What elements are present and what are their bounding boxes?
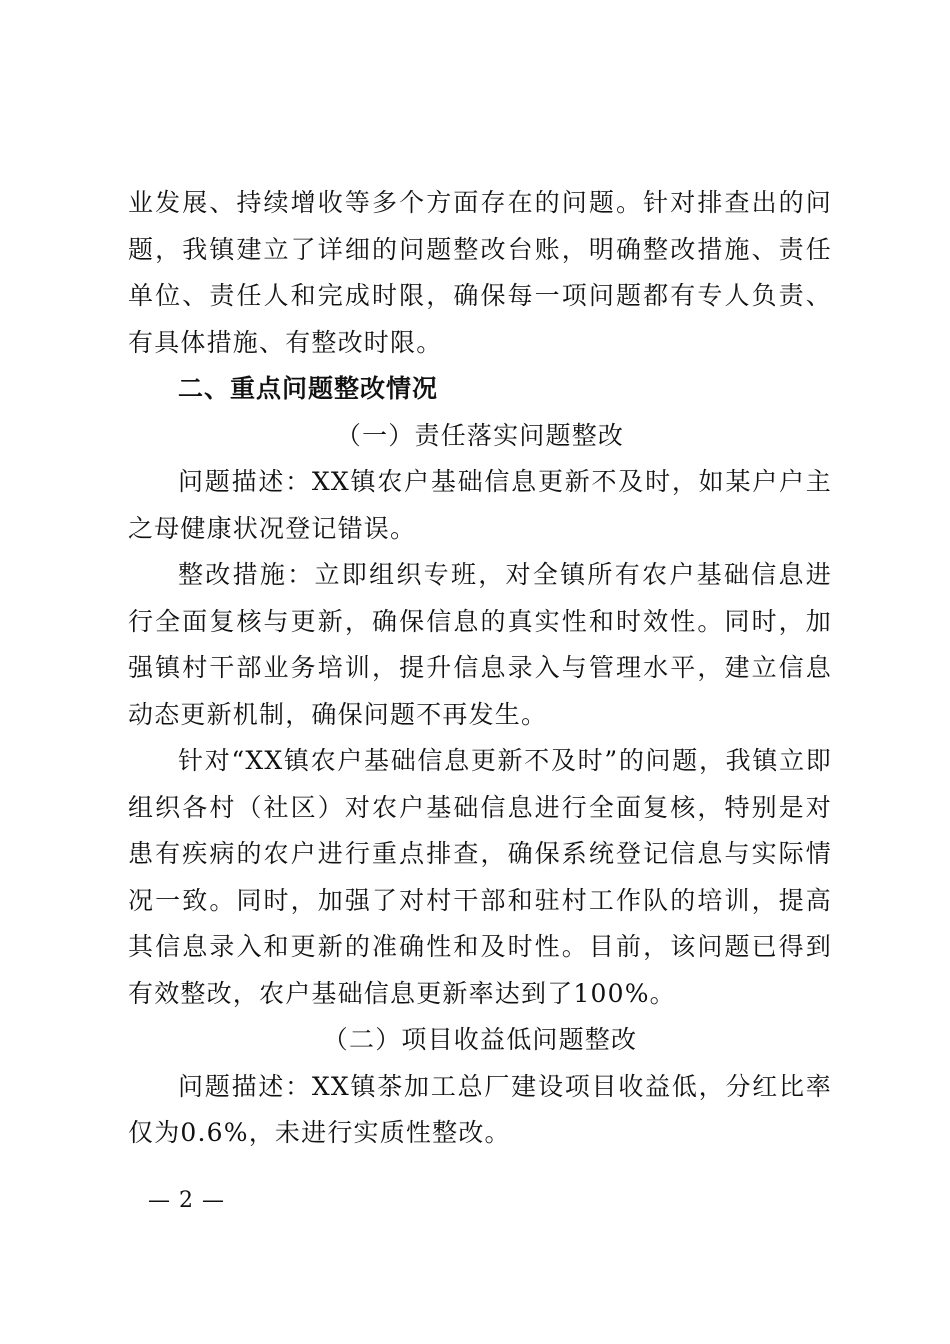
paragraph-rectification-detail: 针对“XX镇农户基础信息更新不及时”的问题，我镇立即组织各村（社区）对农户基础信息进行全面复核，特别是对患有疾病的农户进行重点排查，确保系统登记信息与实际情况一致。同时，加强了对村干部和驻村工作队的培训，提高其信息录入和更新的准确性和及时性。目前，该问题已得到有效整改，农户基础信息更新率达到了100%。 xyxy=(128,746,832,1008)
paragraph-problem-description-2: 问题描述：XX镇茶加工总厂建设项目收益低，分红比率仅为0.6%，未进行实质性整改。 xyxy=(128,1071,832,1147)
page-number: — 2 — xyxy=(148,1188,225,1213)
section-heading-2: 二、重点问题整改情况 xyxy=(178,374,439,403)
paragraph-problem-description-1: 问题描述：XX镇农户基础信息更新不及时，如某户户主之母健康状况登记错误。 xyxy=(128,467,832,543)
subsection-heading-1: （一）责任落实问题整改 xyxy=(335,420,625,450)
paragraph-rectification-measures: 整改措施：立即组织专班，对全镇所有农户基础信息进行全面复核与更新，确保信息的真实性和时效性。同时，加强镇村干部业务培训，提升信息录入与管理水平，建立信息动态更新机制，确保问题不再发生。 xyxy=(128,560,832,729)
document-body xyxy=(128,180,832,1157)
paragraph-continuation: 业发展、持续增收等多个方面存在的问题。针对排查出的问题，我镇建立了详细的问题整改台账，明确整改措施、责任单位、责任人和完成时限，确保每一项问题都有专人负责、有具体措施、有整改时限。 xyxy=(128,188,832,357)
subsection-heading-2: （二）项目收益低问题整改 xyxy=(322,1025,638,1054)
